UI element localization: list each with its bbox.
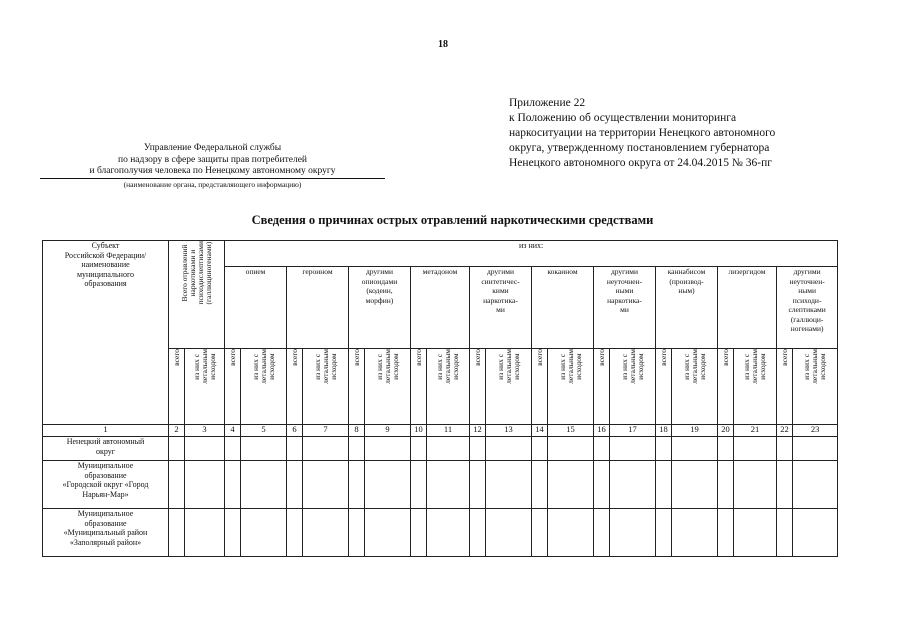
column-number: 16 bbox=[594, 425, 610, 437]
column-number: 5 bbox=[241, 425, 287, 437]
column-number: 6 bbox=[287, 425, 303, 437]
data-cell bbox=[349, 461, 365, 509]
total-poisonings-header: Всего отравлений наркотиками и психодислептиками (галлюциногенами) bbox=[179, 241, 213, 305]
data-cell bbox=[241, 461, 287, 509]
data-cell bbox=[349, 509, 365, 557]
data-cell bbox=[365, 437, 411, 461]
subheader-all-cell bbox=[225, 349, 241, 425]
column-number: 2 bbox=[169, 425, 185, 437]
appendix-line: Приложение 22 bbox=[509, 97, 586, 109]
subheader-lethal: из них с летальным исходом bbox=[250, 349, 276, 384]
data-cell bbox=[470, 437, 486, 461]
row-name: Муниципальное образование «Городской округ «Город Нарьян-Мар» bbox=[62, 461, 149, 499]
subheader-lethal-cell bbox=[365, 349, 411, 425]
data-cell bbox=[532, 437, 548, 461]
data-cell bbox=[303, 437, 349, 461]
data-cell bbox=[427, 461, 470, 509]
data-cell bbox=[793, 461, 838, 509]
data-cell bbox=[169, 509, 185, 557]
column-number: 11 bbox=[427, 425, 470, 437]
data-cell bbox=[185, 437, 225, 461]
subheader-lethal: из них с летальным исходом bbox=[435, 349, 460, 384]
subheader-all: всего bbox=[289, 349, 299, 366]
data-cell bbox=[185, 509, 225, 557]
drug-header: опием bbox=[245, 267, 266, 276]
page-number: 18 bbox=[438, 39, 448, 50]
data-cell bbox=[470, 461, 486, 509]
data-cell bbox=[734, 437, 777, 461]
subheader-lethal: из них с летальным исходом bbox=[495, 349, 521, 384]
subheader-all-cell bbox=[777, 349, 793, 425]
organization-line: по надзору в сфере защиты прав потребителей bbox=[117, 154, 308, 165]
data-cell bbox=[610, 437, 656, 461]
drug-header: другими опиоидами (кодеин, морфин) bbox=[361, 267, 398, 305]
column-number: 9 bbox=[365, 425, 411, 437]
column-number: 7 bbox=[303, 425, 349, 437]
appendix-reference bbox=[509, 96, 869, 171]
data-cell bbox=[411, 437, 427, 461]
data-cell bbox=[225, 437, 241, 461]
subheader-lethal: из них с летальным исходом bbox=[312, 349, 338, 384]
total-header-cell bbox=[169, 241, 225, 349]
subheader-all-cell bbox=[532, 349, 548, 425]
subheader-all-cell bbox=[169, 349, 185, 425]
data-cell bbox=[594, 461, 610, 509]
column-number: 3 bbox=[185, 425, 225, 437]
data-cell bbox=[777, 437, 793, 461]
data-cell bbox=[365, 509, 411, 557]
data-cell bbox=[349, 437, 365, 461]
data-cell bbox=[718, 437, 734, 461]
row-name: Ненецкий автономный округ bbox=[66, 437, 145, 456]
organization-block bbox=[40, 143, 385, 190]
subheader-all: всего bbox=[720, 349, 730, 366]
organization-caption: (наименование органа, представляющего информацию) bbox=[123, 179, 302, 189]
drug-header: героином bbox=[302, 267, 333, 276]
appendix-line: округа, утвержденному постановлением губернатора bbox=[509, 142, 770, 154]
subheader-lethal-cell bbox=[610, 349, 656, 425]
subject-header-cell bbox=[43, 241, 169, 425]
subheader-all: всего bbox=[779, 349, 789, 366]
drug-header: другими неуточнен- ными психоди- слептиками (галлюци- ногенами) bbox=[788, 267, 826, 333]
subheader-all-cell bbox=[349, 349, 365, 425]
data-cell bbox=[303, 461, 349, 509]
poisoning-table bbox=[42, 240, 838, 557]
data-cell bbox=[718, 461, 734, 509]
drug-header: метадоном bbox=[422, 267, 458, 276]
appendix-line: Ненецкого автономного округа от 24.04.2015 № 36-пг bbox=[509, 157, 772, 169]
row-name: Муниципальное образование «Муниципальный район «Заполярный район» bbox=[63, 509, 148, 547]
data-cell bbox=[287, 461, 303, 509]
data-cell bbox=[185, 461, 225, 509]
drug-header: другими синтетичес- кими наркотика- ми bbox=[481, 267, 520, 314]
column-number: 13 bbox=[486, 425, 532, 437]
subheader-lethal: из них с летальным исходом bbox=[374, 349, 400, 384]
data-cell bbox=[548, 461, 594, 509]
subheader-all-cell bbox=[718, 349, 734, 425]
data-cell bbox=[672, 509, 718, 557]
column-number: 10 bbox=[411, 425, 427, 437]
data-cell bbox=[241, 437, 287, 461]
table-row bbox=[43, 437, 838, 461]
drug-header-cell bbox=[532, 267, 594, 349]
subheader-all-cell bbox=[594, 349, 610, 425]
subheader-lethal-cell bbox=[427, 349, 470, 425]
drug-header: другими неуточнен- ными наркотика- ми bbox=[606, 267, 643, 314]
data-cell bbox=[486, 461, 532, 509]
drug-header-cell bbox=[225, 267, 287, 349]
data-cell bbox=[365, 461, 411, 509]
row-name-cell bbox=[43, 509, 169, 557]
subheader-lethal-cell bbox=[241, 349, 287, 425]
drug-header-cell bbox=[594, 267, 656, 349]
column-number: 4 bbox=[225, 425, 241, 437]
organization-line: и благополучия человека по Ненецкому автономному округу bbox=[40, 166, 385, 179]
column-number: 8 bbox=[349, 425, 365, 437]
subheader-all: всего bbox=[171, 349, 181, 366]
data-cell bbox=[287, 509, 303, 557]
of-them-header: из них: bbox=[519, 241, 544, 250]
drug-header-cell bbox=[411, 267, 470, 349]
row-name-cell bbox=[43, 461, 169, 509]
organization-line: Управление Федеральной службы bbox=[143, 143, 282, 153]
subheader-all: всего bbox=[472, 349, 482, 366]
column-number: 18 bbox=[656, 425, 672, 437]
data-cell bbox=[470, 509, 486, 557]
column-number-row bbox=[43, 425, 838, 437]
data-cell bbox=[241, 509, 287, 557]
subheader-all-cell bbox=[411, 349, 427, 425]
data-cell bbox=[548, 509, 594, 557]
of-them-header-cell bbox=[225, 241, 838, 267]
drug-header-cell bbox=[470, 267, 532, 349]
document-title: Сведения о причинах острых отравлений наркотическими средствами bbox=[251, 213, 654, 227]
subheader-lethal: из них с летальным исходом bbox=[557, 349, 583, 384]
data-cell bbox=[672, 437, 718, 461]
column-number: 22 bbox=[777, 425, 793, 437]
data-cell bbox=[734, 461, 777, 509]
table-row bbox=[43, 461, 838, 509]
data-cell bbox=[532, 461, 548, 509]
data-cell bbox=[548, 437, 594, 461]
drug-header-cell bbox=[777, 267, 838, 349]
data-cell bbox=[169, 437, 185, 461]
subheader-all-cell bbox=[470, 349, 486, 425]
column-number: 15 bbox=[548, 425, 594, 437]
subheader-all: всего bbox=[227, 349, 237, 366]
table-row bbox=[43, 509, 838, 557]
data-cell bbox=[734, 509, 777, 557]
data-cell bbox=[793, 437, 838, 461]
subheader-lethal-cell bbox=[672, 349, 718, 425]
subheader-lethal: из них с летальным исходом bbox=[802, 349, 828, 384]
column-number: 21 bbox=[734, 425, 777, 437]
data-cell bbox=[225, 461, 241, 509]
data-cell bbox=[656, 509, 672, 557]
subheader-lethal-cell bbox=[793, 349, 838, 425]
data-cell bbox=[411, 461, 427, 509]
column-number: 19 bbox=[672, 425, 718, 437]
data-cell bbox=[486, 509, 532, 557]
drug-header-cell bbox=[349, 267, 411, 349]
data-cell bbox=[777, 461, 793, 509]
appendix-line: к Положению об осуществлении мониторинга bbox=[509, 112, 737, 124]
subheader-all: всего bbox=[351, 349, 361, 366]
drug-header: каннабисом (производ- ным) bbox=[667, 267, 706, 295]
subheader-lethal-cell bbox=[734, 349, 777, 425]
subheader-all: всего bbox=[596, 349, 606, 366]
drug-header-cell bbox=[287, 267, 349, 349]
subheader-lethal: из них с летальным исходом bbox=[681, 349, 707, 384]
column-number: 1 bbox=[43, 425, 169, 437]
data-cell bbox=[532, 509, 548, 557]
data-cell bbox=[610, 509, 656, 557]
row-name-cell bbox=[43, 437, 169, 461]
column-number: 23 bbox=[793, 425, 838, 437]
subheader-lethal: из них с летальным исходом bbox=[191, 349, 217, 384]
data-cell bbox=[427, 509, 470, 557]
data-cell bbox=[303, 509, 349, 557]
data-cell bbox=[225, 509, 241, 557]
drug-header: лизергидом bbox=[728, 267, 766, 276]
data-cell bbox=[718, 509, 734, 557]
subheader-lethal-cell bbox=[548, 349, 594, 425]
column-number: 17 bbox=[610, 425, 656, 437]
data-cell bbox=[793, 509, 838, 557]
data-cell bbox=[672, 461, 718, 509]
appendix-line: наркоситуации на территории Ненецкого автономного bbox=[509, 127, 776, 139]
data-cell bbox=[777, 509, 793, 557]
drug-header: кокаином bbox=[547, 267, 578, 276]
column-number: 20 bbox=[718, 425, 734, 437]
subheader-lethal: из них с летальным исходом bbox=[742, 349, 767, 384]
data-cell bbox=[610, 461, 656, 509]
column-number: 12 bbox=[470, 425, 486, 437]
column-number: 14 bbox=[532, 425, 548, 437]
subheader-all-cell bbox=[656, 349, 672, 425]
data-cell bbox=[594, 437, 610, 461]
data-cell bbox=[594, 509, 610, 557]
table-header-row bbox=[43, 241, 838, 267]
subheader-all-cell bbox=[287, 349, 303, 425]
drug-header-cell bbox=[718, 267, 777, 349]
data-cell bbox=[169, 461, 185, 509]
subheader-all: всего bbox=[413, 349, 423, 366]
subheader-all: всего bbox=[658, 349, 668, 366]
subheader-lethal-cell bbox=[185, 349, 225, 425]
subheader-lethal-cell bbox=[303, 349, 349, 425]
data-cell bbox=[656, 461, 672, 509]
subject-header: Субъект Российской Федерации/ наименование муниципального образования bbox=[64, 241, 147, 288]
subheader-lethal-cell bbox=[486, 349, 532, 425]
drug-header-cell bbox=[656, 267, 718, 349]
data-cell bbox=[287, 437, 303, 461]
subheader-lethal: из них с летальным исходом bbox=[619, 349, 645, 384]
data-cell bbox=[411, 509, 427, 557]
subheader-all: всего bbox=[534, 349, 544, 366]
data-cell bbox=[656, 437, 672, 461]
data-cell bbox=[486, 437, 532, 461]
data-cell bbox=[427, 437, 470, 461]
